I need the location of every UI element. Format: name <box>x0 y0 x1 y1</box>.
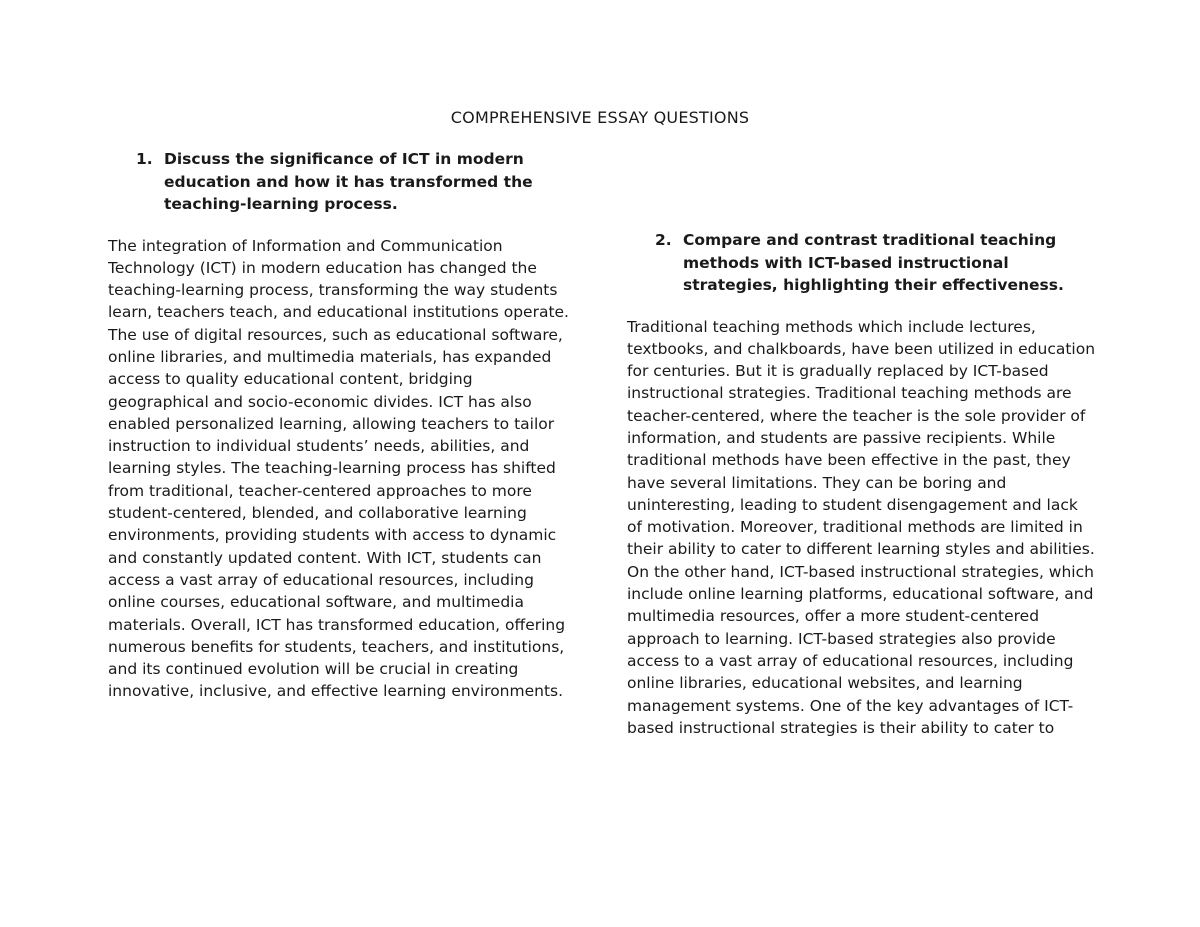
question-1-answer: The integration of Information and Communication Technology (ICT) in modern education has changed the teaching-learning process, transforming the way students learn, teachers teach, and educational institutions operate. The use of digital resources, such as educational software, online libraries, and multimedia materials, has expanded access to quality educational content, bridging geographical and socio-economic divides. ICT has also enabled personalized learning, allowing teachers to tailor instruction to individual students’ needs, abilities, and learning styles. The teaching-learning process has shifted from traditional, teacher-centered approaches to more student-centered, blended, and collaborative learning environments, providing students with access to dynamic and constantly updated content. With ICT, students can access a vast array of educational resources, including online courses, educational software, and multimedia materials. Overall, ICT has transformed education, offering numerous benefits for students, teachers, and institutions, and its continued evolution will be crucial in creating innovative, inclusive, and effective learning environments. <box>108 236 569 701</box>
question-2-heading <box>627 229 1097 297</box>
question-2-text: Compare and contrast traditional teaching methods with ICT-based instructional strategies, highlighting their effectiveness. <box>683 231 1064 294</box>
document-title: COMPREHENSIVE ESSAY QUESTIONS <box>450 108 750 127</box>
question-2-section <box>627 229 1097 739</box>
question-1-text: Discuss the significance of ICT in modern education and how it has transformed the teaching-learning process. <box>164 150 533 213</box>
question-2-answer: Traditional teaching methods which include lectures, textbooks, and chalkboards, have been utilized in education for centuries. But it is gradually replaced by ICT-based instructional strategies. Traditional teaching methods are teacher-centered, where the teacher is the sole provider of information, and students are passive recipients. While traditional methods have been effective in the past, they have several limitations. They can be boring and uninteresting, leading to student disengagement and lack of motivation. Moreover, traditional methods are limited in their ability to cater to different learning styles and abilities. On the other hand, ICT-based instructional strategies, which include online learning platforms, educational software, and multimedia resources, offer a more student-centered approach to learning. ICT-based strategies also provide access to a vast array of educational resources, including online libraries, educational websites, and learning management systems. One of the key advantages of ICT-based instructional strategies is their ability to cater to <box>627 317 1096 737</box>
question-1-heading <box>108 148 578 216</box>
question-2-number: 2. <box>655 231 672 249</box>
question-1-section <box>108 148 578 703</box>
question-1-number: 1. <box>136 150 153 168</box>
